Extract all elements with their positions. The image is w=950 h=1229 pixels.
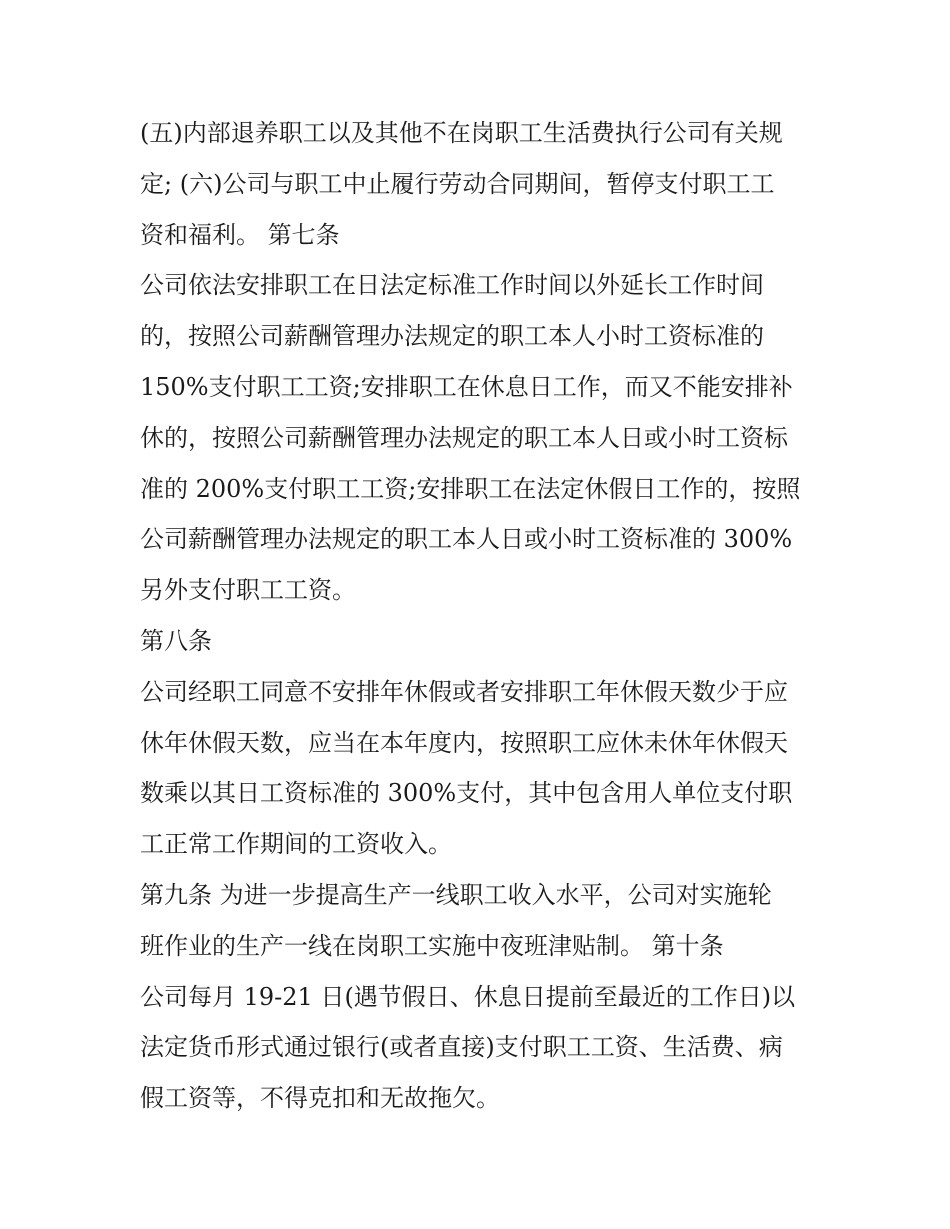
text-line: 班作业的生产一线在岗职工实施中夜班津贴制。 第十条: [140, 931, 724, 960]
text-line: 另外支付职工工资。: [140, 576, 356, 605]
text-line: 假工资等，不得克扣和无故拖欠。: [140, 1084, 500, 1113]
text-line: 公司薪酬管理办法规定的职工本人日或小时工资标准的 300%: [140, 525, 793, 554]
section-heading: 第八条: [140, 626, 212, 655]
text-line: 数乘以其日工资标准的 300%支付，其中包含用人单位支付职: [140, 779, 793, 808]
text-line: 工正常工作期间的工资收入。: [140, 830, 452, 859]
text-line: 第九条 为进一步提高生产一线职工收入水平，公司对实施轮: [140, 880, 772, 909]
text-line: 公司经职工同意不安排年休假或者安排职工年休假天数少于应: [140, 677, 788, 706]
text-line: 休的，按照公司薪酬管理办法规定的职工本人日或小时工资标: [140, 423, 788, 452]
text-line: (五)内部退养职工以及其他不在岗职工生活费执行公司有关规: [140, 119, 783, 147]
text-line: 150%支付职工工资;安排职工在休息日工作，而又不能安排补: [140, 372, 793, 401]
text-line: 公司依法安排职工在日法定标准工作时间以外延长工作时间: [140, 271, 764, 300]
text-line: 法定货币形式通过银行(或者直接)支付职工工资、生活费、病: [140, 1033, 783, 1062]
text-line: 定; (六)公司与职工中止履行劳动合同期间，暂停支付职工工: [140, 169, 775, 198]
text-line: 资和福利。 第七条: [140, 220, 340, 249]
text-line: 休年休假天数，应当在本年度内，按照职工应休未休年休假天: [140, 728, 788, 757]
text-line: 的，按照公司薪酬管理办法规定的职工本人小时工资标准的: [140, 322, 764, 351]
text-line: 公司每月 19-21 日(遇节假日、休息日提前至最近的工作日)以: [140, 982, 796, 1011]
text-line: 准的 200%支付职工工资;安排职工在法定休假日工作的，按照: [140, 474, 801, 503]
document-body: [140, 108, 830, 1124]
